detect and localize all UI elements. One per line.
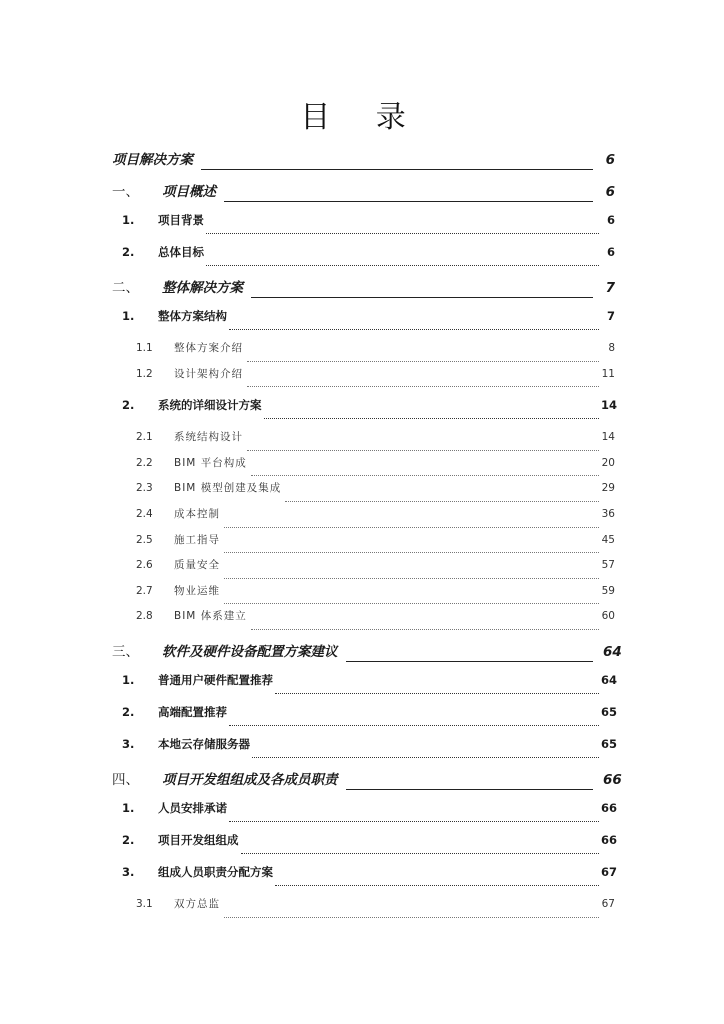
toc-entry-page-number: 7 (605, 280, 615, 296)
toc-entry-page-number: 64 (601, 672, 618, 687)
toc-entry-page-number: 67 (601, 864, 618, 879)
toc-entry[interactable] (112, 429, 615, 455)
toc-entry-number: 四、 (112, 771, 139, 788)
toc-leader-line (224, 200, 593, 202)
toc-leader-line (224, 526, 599, 528)
toc-entry[interactable] (112, 864, 618, 890)
toc-entry[interactable] (112, 506, 615, 532)
toc-entry-label: BIM 模型创建及集成 (174, 482, 282, 495)
toc-leader-line (275, 692, 599, 694)
toc-entry-page-number: 6 (606, 213, 615, 227)
toc-entry[interactable] (112, 800, 618, 826)
toc-leader-line (224, 602, 599, 604)
toc-entry-label: 普通用户硬件配置推荐 (158, 672, 273, 687)
toc-leader-line (224, 916, 599, 918)
toc-entry-label: BIM 平台构成 (174, 456, 247, 469)
toc-entry-label: 整体解决方案 (162, 280, 243, 296)
toc-leader-line (224, 577, 599, 579)
toc-leader-line (275, 884, 599, 886)
toc-entry-number: 1. (122, 800, 135, 815)
toc-entry-number: 1. (122, 213, 135, 227)
toc-entry-number: 2.3 (136, 482, 153, 495)
toc-entry[interactable] (112, 366, 615, 392)
toc-entry-label: 项目开发组组成及各成员职责 (162, 771, 338, 788)
toc-entry-number: 一、 (112, 184, 139, 200)
toc-entry-page-number: 6 (605, 184, 615, 200)
toc-entry-label: 软件及硬件设备配置方案建议 (162, 643, 338, 660)
toc-entry-number: 3. (122, 864, 135, 879)
toc-entry-page-number: 66 (601, 800, 618, 815)
toc-entry-page-number: 65 (601, 736, 618, 751)
toc-entry-page-number: 11 (601, 367, 615, 380)
toc-leader-line (241, 852, 600, 854)
toc-entry-label: 物业运维 (174, 584, 220, 597)
toc-entry[interactable] (112, 557, 615, 583)
toc-entry-label: 质量安全 (174, 559, 220, 572)
toc-entry-page-number: 6 (606, 245, 615, 259)
toc-entry-number: 1.1 (136, 342, 153, 354)
toc-entry-label: 项目背景 (158, 213, 204, 227)
toc-leader-line (252, 756, 599, 758)
toc-entry-label: 人员安排承诺 (158, 800, 227, 815)
toc-entry-label: BIM 体系建立 (174, 610, 247, 623)
toc-leader-line (264, 417, 600, 419)
toc-entry[interactable] (112, 532, 615, 558)
toc-entry-label: 项目开发组组成 (158, 832, 239, 847)
toc-entry-number: 1. (122, 672, 135, 687)
toc-entry-label: 项目概述 (162, 184, 216, 200)
toc-entry-page-number: 8 (608, 342, 615, 354)
toc-entry[interactable] (112, 244, 615, 270)
toc-entry[interactable] (112, 212, 615, 238)
toc-entry-label: 整体方案介绍 (174, 342, 243, 354)
toc-entry-label: 整体方案结构 (158, 309, 227, 323)
toc-leader-line (206, 232, 599, 234)
toc-leader-line (247, 385, 599, 387)
toc-entry-page-number: 7 (606, 309, 615, 323)
toc-entry-label: 总体目标 (158, 245, 204, 259)
toc-entry[interactable] (112, 736, 618, 762)
toc-entry[interactable] (112, 148, 615, 174)
toc-entry[interactable] (112, 180, 615, 206)
toc-entry-label: 系统的详细设计方案 (158, 398, 262, 413)
toc-entry[interactable] (112, 832, 618, 858)
toc-entry-number: 2.1 (136, 431, 153, 444)
toc-leader-line (251, 474, 599, 476)
toc-entry[interactable] (112, 455, 615, 481)
toc-entry-page-number: 14 (601, 398, 618, 413)
toc-entry-number: 1.2 (136, 367, 153, 380)
toc-leader-line (229, 328, 599, 330)
toc-leader-line (229, 724, 599, 726)
toc-entry-page-number: 36 (601, 507, 615, 520)
toc-entry-page-number: 64 (603, 643, 622, 660)
toc-entry[interactable] (112, 672, 618, 698)
toc-entry-number: 3.1 (136, 897, 153, 910)
toc-entry-page-number: 67 (601, 897, 615, 910)
toc-entry-number: 三、 (112, 643, 139, 660)
toc-leader-line (251, 628, 599, 630)
toc-entry[interactable] (112, 340, 615, 366)
toc-entry-number: 3. (122, 736, 135, 751)
toc-entry[interactable] (112, 608, 615, 634)
toc-entry-number: 1. (122, 309, 135, 323)
toc-entry-number: 2.6 (136, 559, 153, 572)
toc-entry[interactable] (112, 896, 615, 922)
toc-entry-page-number: 57 (601, 559, 615, 572)
toc-entry[interactable] (112, 308, 615, 334)
toc-leader-line (285, 500, 599, 502)
toc-entry-page-number: 45 (601, 533, 615, 546)
toc-entry-label: 项目解决方案 (112, 152, 193, 168)
toc-entry[interactable] (112, 276, 615, 302)
toc-entry-page-number: 20 (601, 456, 615, 469)
toc-entry-number: 2. (122, 245, 135, 259)
toc-entry-number: 2.4 (136, 507, 153, 520)
toc-entry-page-number: 59 (601, 584, 615, 597)
toc-leader-line (206, 264, 599, 266)
toc-entry-number: 2.5 (136, 533, 153, 546)
toc-entry-label: 施工指导 (174, 533, 220, 546)
table-of-contents (112, 148, 622, 928)
toc-entry-page-number: 29 (601, 482, 615, 495)
toc-entry-page-number: 66 (601, 832, 618, 847)
toc-entry-label: 成本控制 (174, 507, 220, 520)
toc-leader-line (247, 360, 599, 362)
toc-leader-line (229, 820, 599, 822)
toc-entry-page-number: 60 (601, 610, 615, 623)
toc-leader-line (224, 551, 599, 553)
toc-entry[interactable] (112, 480, 615, 506)
toc-entry-number: 2. (122, 704, 135, 719)
toc-entry-number: 二、 (112, 280, 139, 296)
toc-entry-label: 本地云存储服务器 (158, 736, 250, 751)
toc-entry[interactable] (112, 397, 618, 423)
toc-entry-label: 设计架构介绍 (174, 367, 243, 380)
toc-entry-number: 2.8 (136, 610, 153, 623)
toc-entry-number: 2. (122, 398, 135, 413)
toc-entry-page-number: 66 (603, 771, 622, 788)
toc-entry[interactable] (112, 768, 622, 794)
toc-entry-label: 双方总监 (174, 897, 220, 910)
toc-leader-line (346, 788, 594, 790)
toc-entry-page-number: 6 (605, 152, 615, 168)
toc-entry-label: 系统结构设计 (174, 431, 243, 444)
toc-leader-line (251, 296, 593, 298)
toc-entry[interactable] (112, 583, 615, 609)
toc-leader-line (247, 449, 599, 451)
toc-entry-label: 高端配置推荐 (158, 704, 227, 719)
page-title: 目 录 (300, 100, 424, 135)
toc-entry-label: 组成人员职责分配方案 (158, 864, 273, 879)
toc-leader-line (201, 168, 593, 170)
toc-entry-number: 2. (122, 832, 135, 847)
toc-leader-line (346, 660, 594, 662)
toc-entry[interactable] (112, 640, 622, 666)
toc-entry[interactable] (112, 704, 618, 730)
toc-entry-page-number: 14 (601, 431, 615, 444)
toc-entry-number: 2.2 (136, 456, 153, 469)
toc-entry-page-number: 65 (601, 704, 618, 719)
toc-entry-number: 2.7 (136, 584, 153, 597)
